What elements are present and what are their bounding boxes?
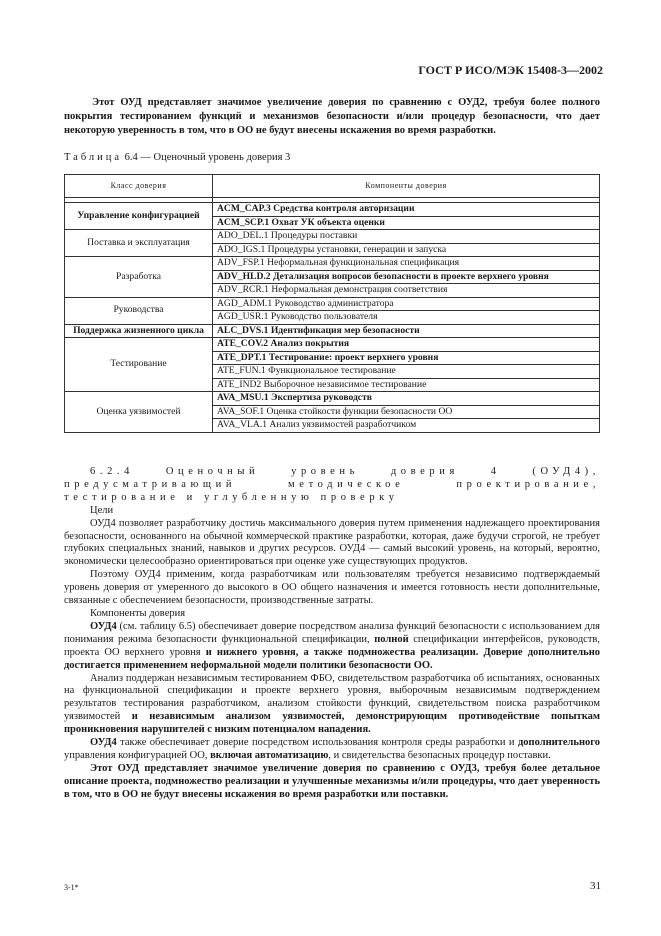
table-row bbox=[65, 338, 600, 352]
assurance-component-cell: ADO_DEL.1 Процедуры поставки bbox=[213, 230, 600, 244]
table-row bbox=[65, 230, 600, 244]
section-body bbox=[64, 466, 600, 802]
assurance-class-cell: Разработка bbox=[65, 257, 213, 298]
table-header-row bbox=[65, 175, 600, 198]
assurance-component-cell: ATE_FUN.1 Функциональное тестирование bbox=[213, 365, 600, 379]
section-heading: 6.2.4 Оценочный уровень доверия 4 (ОУД4), предусматривающий методическое проектирование, тестирование и углубленную проверку bbox=[64, 466, 600, 503]
paragraph-1: ОУД4 позволяет разработчику достичь максимального доверия путем применения надлежащего проектирования безопасности, основанного на обычной коммерческой практике разработки, которая, даже будучи строгой, не требует глубоких специальных знаний, навыков и других ресурсов. ОУД4 — самый высокий уровень, на который, вероятно, экономически целесообразно ориентироваться при оценке уже существующих продуктов. bbox=[64, 517, 600, 568]
paragraph-2: Поэтому ОУД4 применим, когда разработчикам или пользователям требуется независимо подтверждаемый уровень доверия от умеренного до высокого в ОО общего назначения и имеется готовность нести дополнительные, связанные с обеспечением безопасности, производственные затраты. bbox=[64, 569, 600, 607]
assurance-component-cell: AGD_USR.1 Руководство пользователя bbox=[213, 311, 600, 325]
table-row bbox=[65, 257, 600, 271]
assurance-component-cell: AVA_SOF.1 Оценка стойкости функции безопасности ОО bbox=[213, 405, 600, 419]
assurance-component-cell: ALC_DVS.1 Идентификация мер безопасности bbox=[213, 324, 600, 338]
assurance-class-cell: Поставка и эксплуатация bbox=[65, 230, 213, 257]
paragraph-5: ОУД4 также обеспечивает доверие посредством использования контроля среды разработки и дополнительного управления конфигурацией ОО, включая автоматизацию, и свидетельства безопасных процедур поставки. bbox=[64, 737, 600, 761]
footer-signature: 3-1* bbox=[64, 883, 79, 892]
paragraph-4: Анализ поддержан независимым тестированием ФБО, свидетельством разработчика об испытаниях, основанных на функциональной спецификации и проекте верхнего уровня, выборочным независимым подтверждением результатов тестирования разработчиком, анализом стойкости функций, свидетельством поиска разработчиком уязвимостей и независимым анализом уязвимостей, демонстрирующим противодействие попыткам проникновения нарушителей с низким потенциалом нападения. bbox=[64, 672, 600, 736]
assurance-component-cell: ATE_DPT.1 Тестирование: проект верхнего уровня bbox=[213, 351, 600, 365]
assurance-component-cell: ADV_HLD.2 Детализация вопросов безопасности в проекте верхнего уровня bbox=[213, 270, 600, 284]
assurance-component-cell: ACM_CAP.3 Средства контроля авторизации bbox=[213, 203, 600, 217]
assurance-component-cell: ATE_IND2 Выборочное независимое тестирование bbox=[213, 378, 600, 392]
assurance-class-cell: Руководства bbox=[65, 297, 213, 324]
assurance-component-cell: AGD_ADM.1 Руководство администратора bbox=[213, 297, 600, 311]
assurance-component-cell: ADO_IGS.1 Процедуры установки, генерации и запуска bbox=[213, 243, 600, 257]
assurance-component-cell: ATE_COV.2 Анализ покрытия bbox=[213, 338, 600, 352]
components-label: Компоненты доверия bbox=[90, 607, 186, 619]
table-caption bbox=[64, 152, 290, 163]
table-row bbox=[65, 203, 600, 217]
paragraph-3: ОУД4 (см. таблицу 6.5) обеспечивает доверие посредством анализа функций безопасности с использованием для понимания режима безопасности функциональной спецификации, полной спецификации интерфейсов, руководств, проекта ОО верхнего уровня и нижнего уровня, а также подмножества реализации. Доверие дополнительно достигается применением неформальной модели политики безопасности ОО. bbox=[64, 620, 600, 671]
goals-label: Цели bbox=[90, 504, 114, 516]
intro-paragraph: Этот ОУД представляет значимое увеличение доверия по сравнению с ОУД2, требуя более полного покрытия тестированием функций и механизмов безопасности и/или процедур безопасности, что дает некоторую уверенность в том, что в ОО не будут внесены искажения во время разработки. bbox=[64, 97, 600, 136]
assurance-component-cell: AVA_VLA.1 Анализ уязвимостей разработчиком bbox=[213, 419, 600, 433]
table-row bbox=[65, 297, 600, 311]
assurance-class-cell: Поддержка жизненного цикла bbox=[65, 324, 213, 338]
assurance-component-cell: AVA_MSU.1 Экспертиза руководств bbox=[213, 392, 600, 406]
table-row bbox=[65, 324, 600, 338]
assurance-component-cell: ADV_RCR.1 Неформальная демонстрация соответствия bbox=[213, 284, 600, 298]
assurance-class-cell: Тестирование bbox=[65, 338, 213, 392]
table-caption-title: 6.4 — Оценочный уровень доверия 3 bbox=[122, 152, 291, 163]
page-number: 31 bbox=[590, 880, 601, 892]
table-row bbox=[65, 392, 600, 406]
assurance-class-cell: Оценка уязвимостей bbox=[65, 392, 213, 433]
column-header-components: Компоненты доверия bbox=[213, 175, 600, 198]
table-caption-label: Таблица bbox=[64, 152, 123, 163]
page-header: ГОСТ Р ИСО/МЭК 15408-3—2002 bbox=[418, 63, 603, 77]
paragraph-6: Этот ОУД представляет значимое увеличение доверия по сравнению с ОУД3, требуя более детальное описание проекта, подмножество реализации и улучшенные механизмы и/или процедуры, что дает уверенность в том, что в ОО не будут внесены искажения во время разработки или поставки. bbox=[64, 762, 600, 800]
column-header-class: Класс доверия bbox=[65, 175, 213, 198]
eal3-table bbox=[64, 174, 600, 433]
assurance-class-cell: Управление конфигурацией bbox=[65, 203, 213, 230]
assurance-component-cell: ADV_FSP.1 Неформальная функциональная спецификация bbox=[213, 257, 600, 271]
assurance-component-cell: ACM_SCP.1 Охват УК объекта оценки bbox=[213, 216, 600, 230]
